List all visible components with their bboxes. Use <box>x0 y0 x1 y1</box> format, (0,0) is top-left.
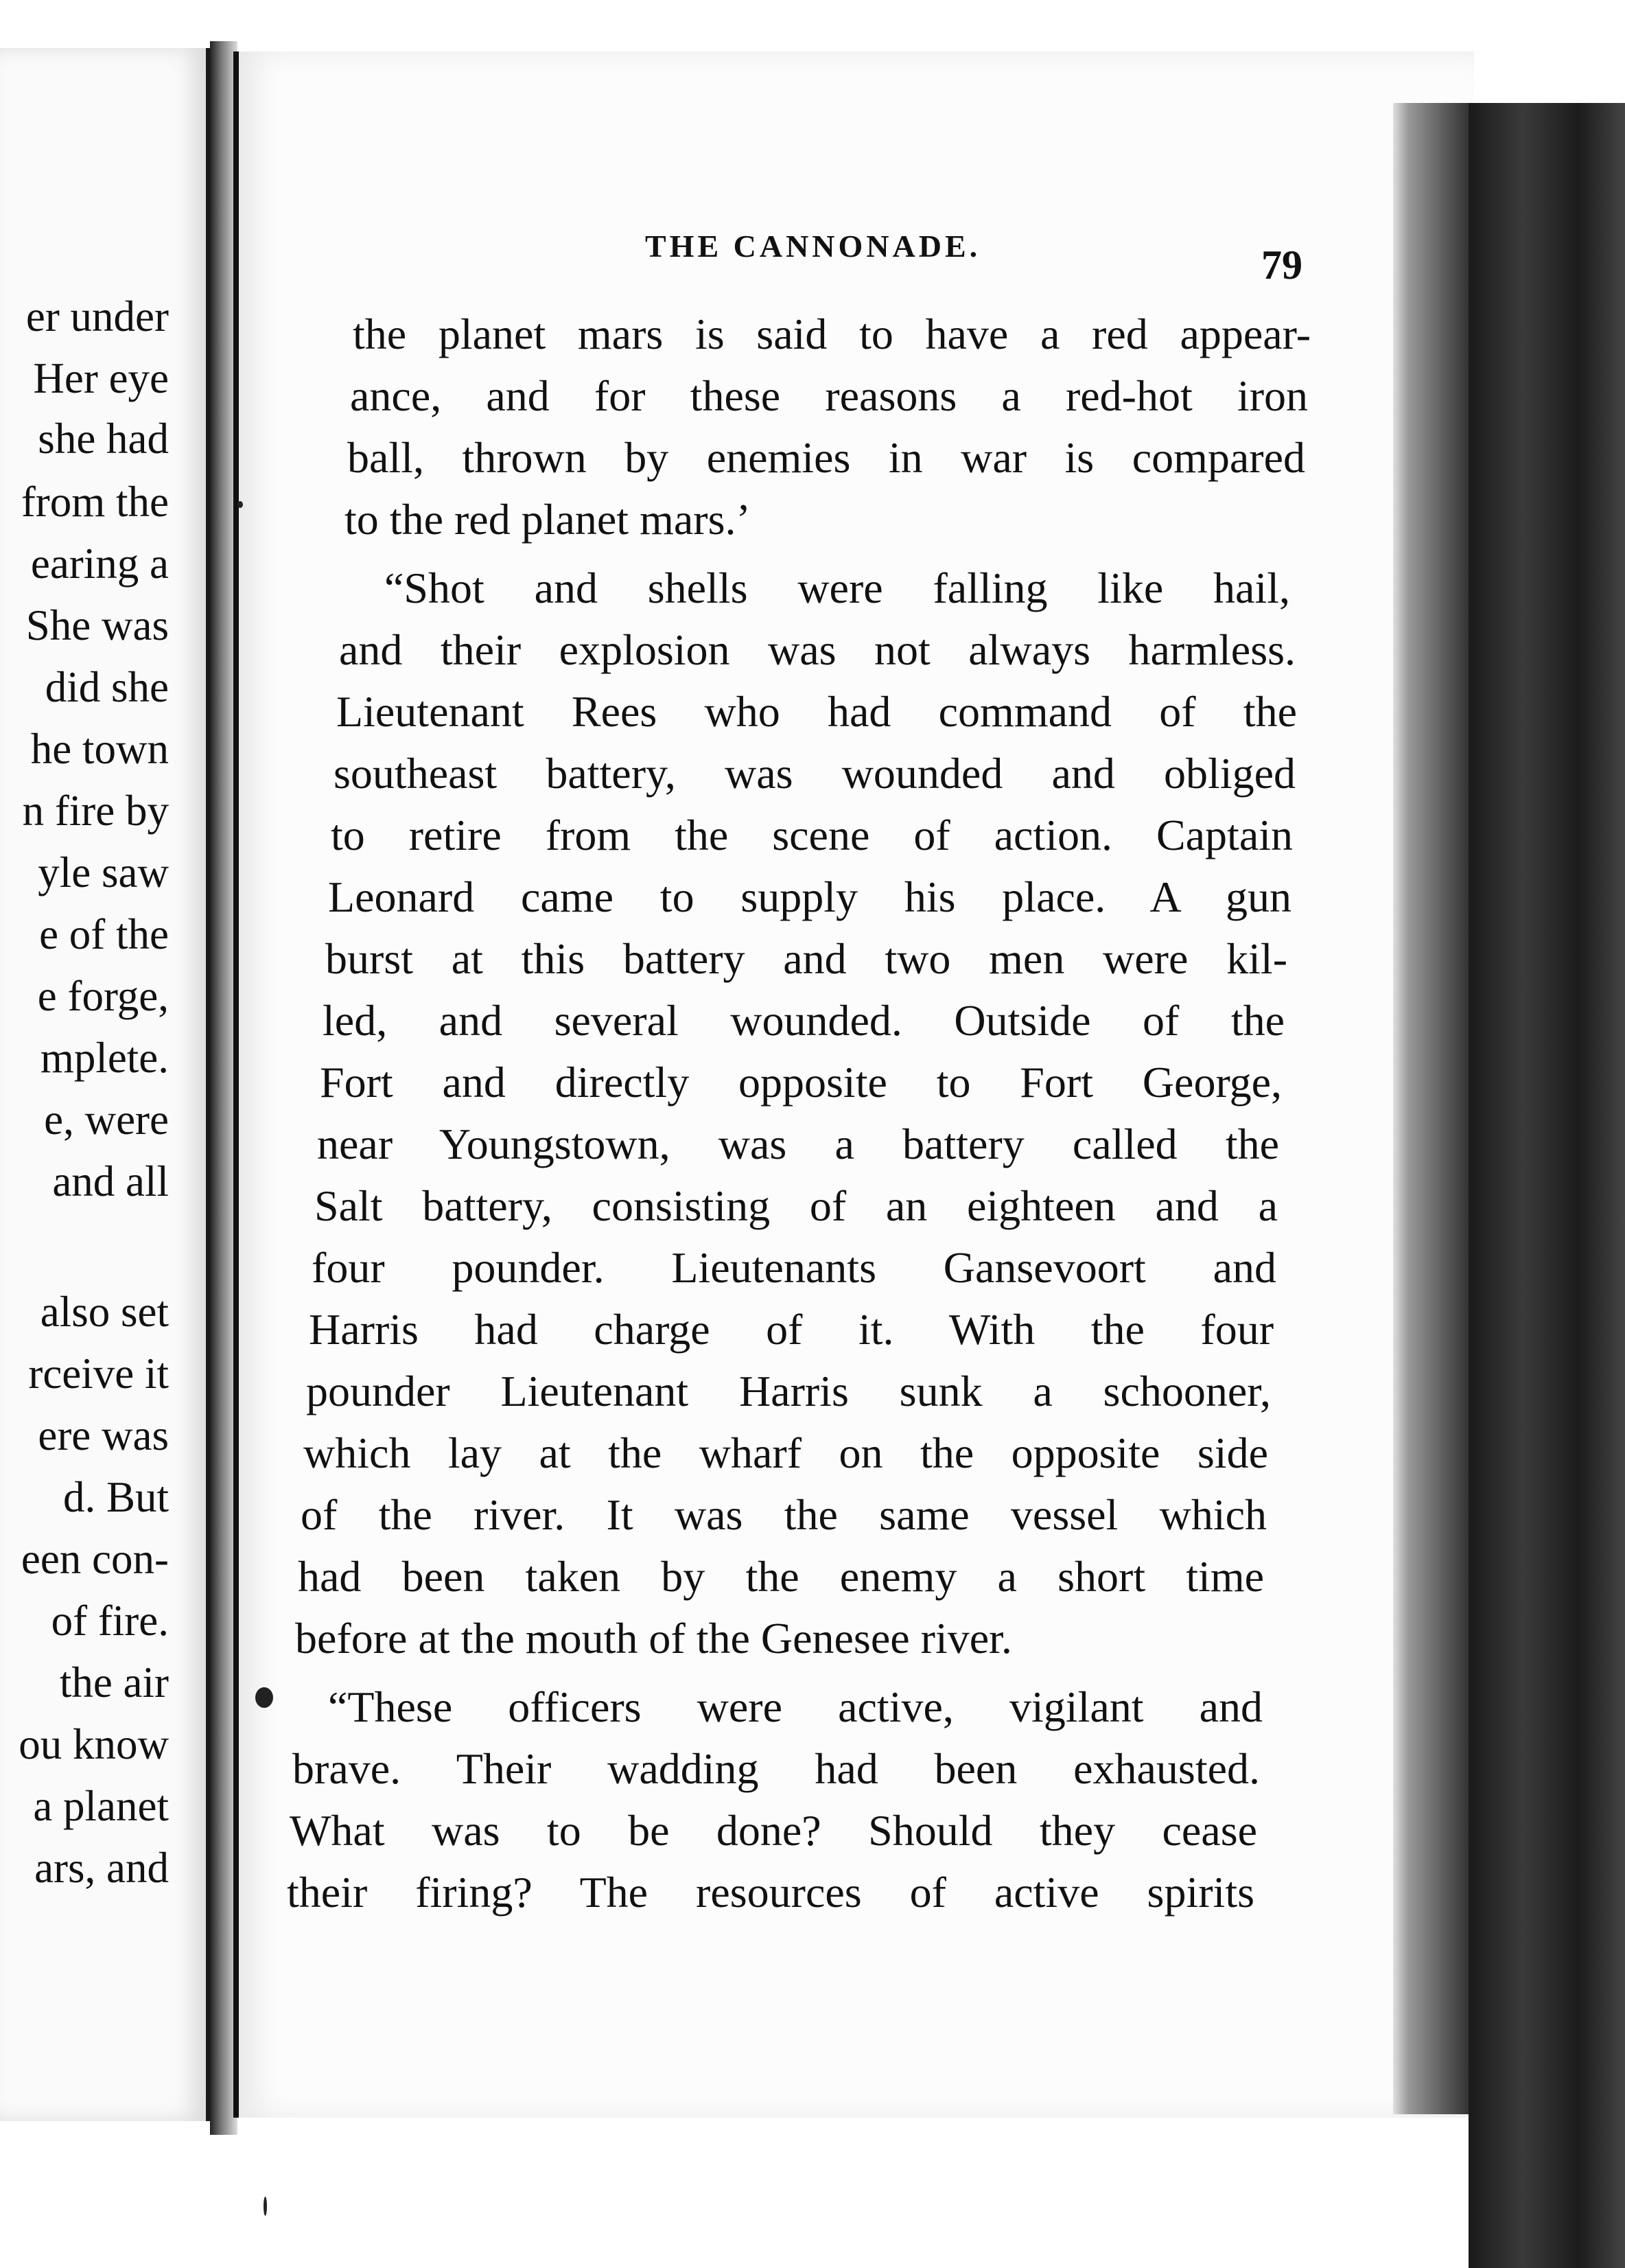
text-line: had been taken by the enemy a short time <box>298 1552 1264 1601</box>
ink-speck <box>255 1687 273 1708</box>
left-page-fragment: she had <box>38 415 169 463</box>
left-page-fragment: from the <box>21 478 169 526</box>
text-line: “Shot and shells were falling like hail, <box>384 564 1290 612</box>
left-page-fragment: ou know <box>19 1720 169 1768</box>
left-page-fragment: ars, and <box>34 1844 169 1892</box>
text-line: burst at this battery and two men were kil- <box>325 934 1287 983</box>
left-page-fragment: did she <box>45 663 169 711</box>
text-line: Fort and directly opposite to Fort George, <box>320 1058 1282 1107</box>
left-page-fragment: the air <box>59 1658 169 1706</box>
page-edge-stack <box>1393 103 1471 2114</box>
text-line: ance, and for these reasons a red-hot iron <box>350 371 1308 420</box>
left-page-fragment: a planet <box>33 1782 169 1830</box>
left-page-fragment: She was <box>25 601 169 649</box>
text-line: Salt battery, consisting of an eighteen and a <box>314 1181 1278 1230</box>
text-line: four pounder. Lieutenants Gansevoort and <box>312 1243 1276 1292</box>
left-page-fragment: een con- <box>21 1535 169 1583</box>
text-line: Leonard came to supply his place. A gun <box>328 872 1291 921</box>
text-line: before at the mouth of the Genesee river. <box>295 1614 1012 1663</box>
text-line: southeast battery, was wounded and obliged <box>334 749 1296 798</box>
left-page-fragment: ere was <box>38 1411 169 1459</box>
text-line: ball, thrown by enemies in war is compared <box>347 433 1305 482</box>
text-line: Lieutenant Rees who had command of the <box>336 687 1297 736</box>
text-line: near Youngstown, was a battery called the <box>317 1120 1279 1168</box>
text-line: the planet mars is said to have a red appear- <box>353 310 1311 358</box>
left-page-fragment: rceive it <box>28 1350 169 1398</box>
left-page-fragment: e, were <box>44 1096 169 1144</box>
left-page-fragment: mplete. <box>40 1034 169 1082</box>
ink-speck <box>237 501 243 508</box>
left-page-fragment: n fire by <box>22 787 169 835</box>
left-page-fragment: also set <box>40 1288 169 1336</box>
facing-page-left <box>0 48 210 2121</box>
left-page-fragment: yle saw <box>38 848 169 896</box>
left-page-fragment: he town <box>30 725 169 773</box>
text-line: pounder Lieutenant Harris sunk a schooner, <box>306 1367 1271 1415</box>
text-line: Harris had charge of it. With the four <box>309 1305 1274 1354</box>
text-line: led, and several wounded. Outside of the <box>323 996 1285 1045</box>
text-line: their firing? The resources of active spirits <box>287 1868 1254 1917</box>
text-line: of the river. It was the same vessel which <box>301 1490 1267 1539</box>
left-page-fragment: of fire. <box>51 1597 169 1645</box>
left-page-fragment: e forge, <box>37 972 169 1020</box>
page-number: 79 <box>1261 242 1302 288</box>
left-page-fragment: e of the <box>39 910 169 958</box>
left-page-fragment: Her eye <box>33 354 169 402</box>
text-line: “These officers were active, vigilant and <box>328 1682 1263 1731</box>
left-page-fragment: and all <box>52 1157 169 1205</box>
text-line: What was to be done? Should they cease <box>290 1806 1257 1855</box>
left-page-fragment: earing a <box>30 540 169 588</box>
ink-speck <box>264 2197 267 2216</box>
text-line: to the red planet mars.’ <box>344 495 751 544</box>
text-line: and their explosion was not always harmless. <box>339 625 1296 674</box>
text-line: brave. Their wadding had been exhausted. <box>292 1744 1260 1793</box>
left-page-fragment: d. But <box>62 1473 169 1521</box>
text-line: which lay at the wharf on the opposite side <box>303 1428 1268 1477</box>
left-page-fragment: er under <box>25 292 169 340</box>
scan-background <box>1469 103 1625 2268</box>
text-line: to retire from the scene of action. Captain <box>331 811 1293 859</box>
running-head: THE CANNONADE. <box>645 229 981 264</box>
